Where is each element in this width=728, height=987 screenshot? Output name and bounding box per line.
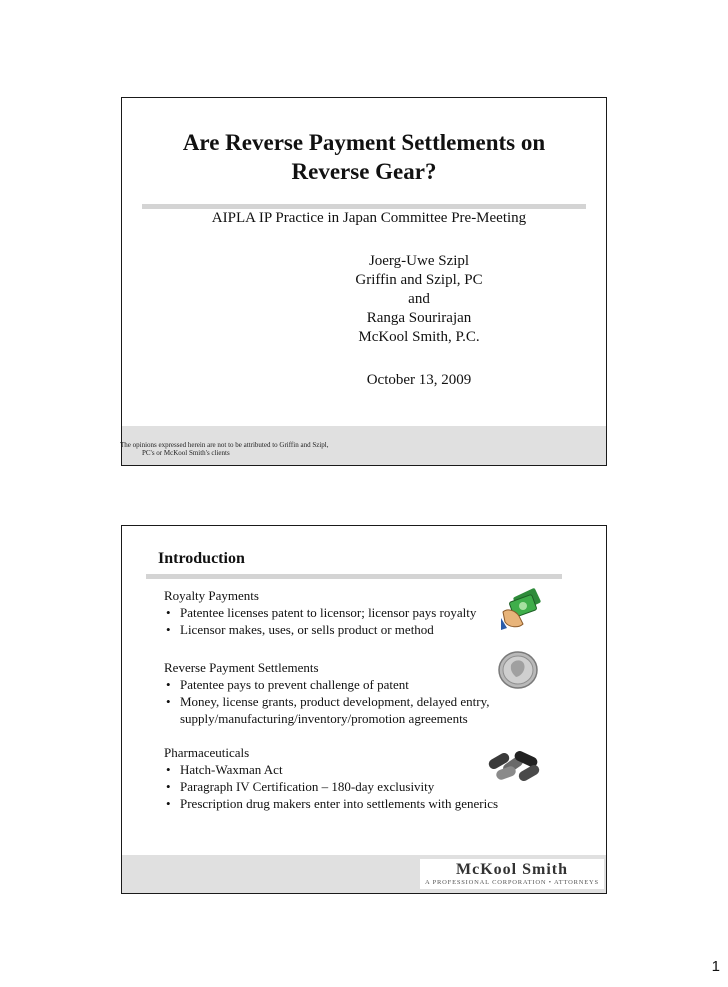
list-item: • Hatch-Waxman Act bbox=[164, 761, 498, 778]
presentation-date: October 13, 2009 bbox=[366, 372, 472, 388]
title-divider bbox=[142, 204, 586, 209]
section-heading: Pharmaceuticals bbox=[164, 745, 250, 760]
presenter-line: Griffin and Szipl, PC bbox=[355, 272, 483, 288]
title-divider bbox=[146, 574, 562, 579]
presenters bbox=[232, 252, 606, 347]
slide-subtitle: AIPLA IP Practice in Japan Committee Pre-Meeting bbox=[211, 210, 527, 226]
slide-title: Introduction bbox=[158, 550, 245, 567]
list-item: • Patentee pays to prevent challenge of patent bbox=[164, 676, 490, 693]
slide-title bbox=[152, 128, 576, 186]
page-number: 1 bbox=[711, 958, 720, 975]
section-heading: Reverse Payment Settlements bbox=[164, 660, 319, 675]
disclaimer-line-2: PC's or McKool Smith's clients bbox=[142, 449, 230, 457]
section-pharmaceuticals bbox=[164, 744, 498, 812]
list-item: • Money, license grants, product development, delayed entry, bbox=[164, 693, 490, 710]
disclaimer-line-1: The opinions expressed herein are not to be attributed to Griffin and Szipl, bbox=[120, 441, 329, 449]
list-item-continuation: supply/manufacturing/inventory/promotion agreements bbox=[180, 711, 468, 726]
title-line-2: Reverse Gear? bbox=[291, 159, 437, 184]
introduction-slide bbox=[121, 525, 607, 894]
presenter-line: Joerg-Uwe Szipl bbox=[368, 253, 470, 269]
presenter-line: Ranga Sourirajan bbox=[366, 310, 472, 326]
list-item: • Paragraph IV Certification – 180-day exclusivity bbox=[164, 778, 498, 795]
section-royalty-payments bbox=[164, 587, 476, 638]
list-item: • Patentee licenses patent to licensor; licensor pays royalty bbox=[164, 604, 476, 621]
coin-icon bbox=[496, 649, 540, 691]
title-line-1: Are Reverse Payment Settlements on bbox=[182, 130, 546, 155]
presenter-line: and bbox=[408, 291, 430, 307]
mckool-smith-logo bbox=[420, 859, 604, 889]
list-item: • Licensor makes, uses, or sells product or method bbox=[164, 621, 476, 638]
title-slide bbox=[121, 97, 607, 466]
presenter-line: McKool Smith, P.C. bbox=[358, 329, 480, 345]
logo-tagline: A PROFESSIONAL CORPORATION • ATTORNEYS bbox=[425, 879, 599, 886]
section-heading: Royalty Payments bbox=[164, 588, 259, 603]
list-item: • Prescription drug makers enter into settlements with generics bbox=[164, 795, 498, 812]
section-reverse-payment-settlements bbox=[164, 659, 490, 727]
pills-icon bbox=[486, 746, 544, 784]
disclaimer bbox=[120, 441, 328, 457]
money-icon bbox=[497, 588, 547, 632]
logo-name: McKool Smith bbox=[456, 861, 568, 878]
